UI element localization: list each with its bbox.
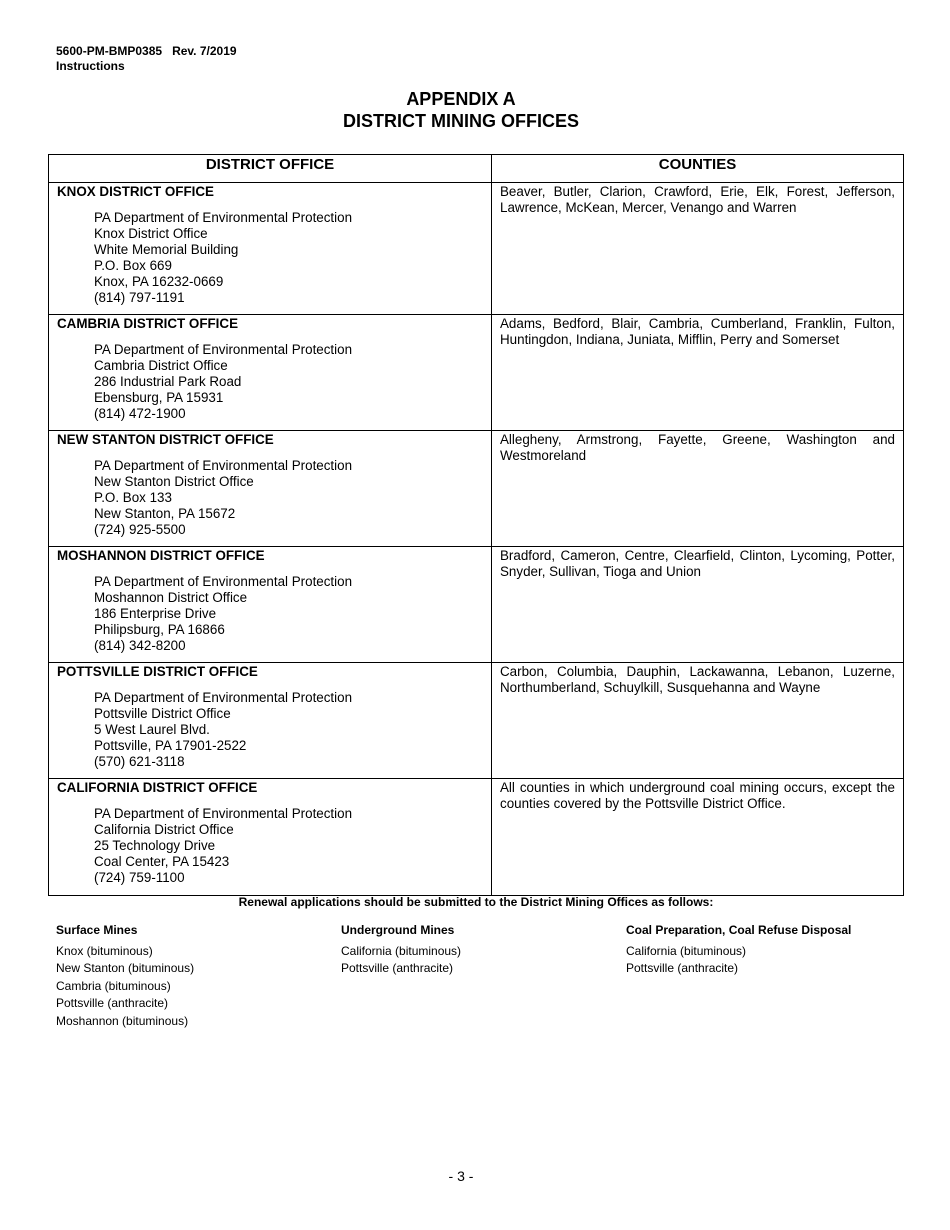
counties-cell: Beaver, Butler, Clarion, Crawford, Erie, Elk, Forest, Jefferson, Lawrence, McKean, Mercer, Venango and Warren [492, 183, 904, 315]
table-row [49, 183, 904, 315]
address-line: PA Department of Environmental Protection [94, 210, 353, 225]
list-heading: Coal Preparation, Coal Refuse Disposal [626, 923, 852, 937]
counties-cell: Carbon, Columbia, Dauphin, Lackawanna, Lebanon, Luzerne, Northumberland, Schuylkill, Susquehanna and Wayne [492, 663, 904, 779]
office-address [94, 342, 483, 422]
list-item: California (bituminous) [341, 943, 462, 958]
form-revision: Rev. 7/2019 [172, 44, 237, 58]
address-line: (724) 925-5500 [94, 522, 186, 537]
appendix-subtitle: DISTRICT MINING OFFICES [343, 111, 579, 131]
counties-cell: Adams, Bedford, Blair, Cambria, Cumberland, Franklin, Fulton, Huntingdon, Indiana, Juniata, Mifflin, Perry and Somerset [492, 315, 904, 431]
list-item: Pottsville (anthracite) [341, 961, 454, 975]
office-cell [49, 547, 492, 663]
list-item: Cambria (bituminous) [56, 978, 171, 993]
office-address [94, 458, 483, 538]
address-line: (814) 342-8200 [94, 638, 186, 653]
office-address [94, 574, 483, 654]
address-line: (814) 472-1900 [94, 406, 186, 421]
office-name: CALIFORNIA DISTRICT OFFICE [57, 780, 258, 795]
list-item: Pottsville (anthracite) [626, 961, 739, 975]
address-line: New Stanton, PA 15672 [94, 506, 236, 521]
office-cell [49, 779, 492, 896]
form-identifier [56, 44, 237, 74]
office-address [94, 806, 483, 886]
office-name: POTTSVILLE DISTRICT OFFICE [57, 664, 258, 679]
office-address [94, 690, 483, 770]
address-line: Cambria District Office [94, 358, 228, 373]
office-address [94, 210, 483, 306]
office-cell [49, 315, 492, 431]
address-line: PA Department of Environmental Protection [94, 458, 353, 473]
address-line: Ebensburg, PA 15931 [94, 390, 224, 405]
office-name: CAMBRIA DISTRICT OFFICE [57, 316, 239, 331]
document-type: Instructions [56, 59, 125, 73]
address-line: (724) 759-1100 [94, 870, 185, 885]
table-body [49, 183, 904, 896]
table-row [49, 779, 904, 896]
address-line: PA Department of Environmental Protection [94, 806, 353, 821]
office-name: MOSHANNON DISTRICT OFFICE [57, 548, 265, 563]
address-line: PA Department of Environmental Protection [94, 574, 353, 589]
column-header-office: DISTRICT OFFICE [49, 155, 492, 183]
underground-mines-list [341, 922, 461, 978]
list-item: Moshannon (bituminous) [56, 1013, 189, 1028]
address-line: Pottsville, PA 17901-2522 [94, 738, 247, 753]
district-offices-table [48, 154, 904, 896]
address-line: Coal Center, PA 15423 [94, 854, 230, 869]
renewal-note: Renewal applications should be submitted to the District Mining Offices as follows: [238, 895, 714, 909]
address-line: P.O. Box 669 [94, 258, 172, 273]
office-name: NEW STANTON DISTRICT OFFICE [57, 432, 274, 447]
list-item: California (bituminous) [626, 943, 747, 958]
address-line: Pottsville District Office [94, 706, 231, 721]
address-line: Philipsburg, PA 16866 [94, 622, 225, 637]
address-line: California District Office [94, 822, 234, 837]
address-line: Knox, PA 16232-0669 [94, 274, 224, 289]
address-line: (570) 621-3118 [94, 754, 185, 769]
form-number: 5600-PM-BMP0385 [56, 44, 163, 58]
counties-cell: Allegheny, Armstrong, Fayette, Greene, Washington and Westmoreland [492, 431, 904, 547]
office-cell [49, 663, 492, 779]
list-heading: Underground Mines [341, 923, 455, 937]
address-line: White Memorial Building [94, 242, 239, 257]
table-row [49, 547, 904, 663]
surface-mines-list [56, 922, 194, 1030]
address-line: Knox District Office [94, 226, 208, 241]
address-line: 286 Industrial Park Road [94, 374, 242, 389]
list-heading: Surface Mines [56, 923, 138, 937]
address-line: Moshannon District Office [94, 590, 248, 605]
address-line: New Stanton District Office [94, 474, 254, 489]
column-header-counties: COUNTIES [492, 155, 904, 183]
address-line: P.O. Box 133 [94, 490, 172, 505]
appendix-title: APPENDIX A [406, 89, 516, 109]
office-cell [49, 431, 492, 547]
table-row [49, 663, 904, 779]
address-line: 25 Technology Drive [94, 838, 216, 853]
coal-preparation-list [626, 922, 851, 978]
counties-cell: All counties in which underground coal mining occurs, except the counties covered by the Pottsville District Office. [492, 779, 904, 896]
table-row [49, 315, 904, 431]
table-row [49, 431, 904, 547]
address-line: (814) 797-1191 [94, 290, 185, 305]
list-item: Knox (bituminous) [56, 943, 153, 958]
address-line: 5 West Laurel Blvd. [94, 722, 210, 737]
office-name: KNOX DISTRICT OFFICE [57, 184, 214, 199]
table-header-row [49, 155, 904, 183]
address-line: 186 Enterprise Drive [94, 606, 217, 621]
page-title [0, 88, 922, 132]
address-line: PA Department of Environmental Protection [94, 342, 353, 357]
counties-cell: Bradford, Cameron, Centre, Clearfield, Clinton, Lycoming, Potter, Snyder, Sullivan, Tioga and Union [492, 547, 904, 663]
list-item: Pottsville (anthracite) [56, 996, 169, 1010]
list-item: New Stanton (bituminous) [56, 961, 195, 975]
page-number: - 3 - [448, 1168, 474, 1184]
office-cell [49, 183, 492, 315]
address-line: PA Department of Environmental Protection [94, 690, 353, 705]
